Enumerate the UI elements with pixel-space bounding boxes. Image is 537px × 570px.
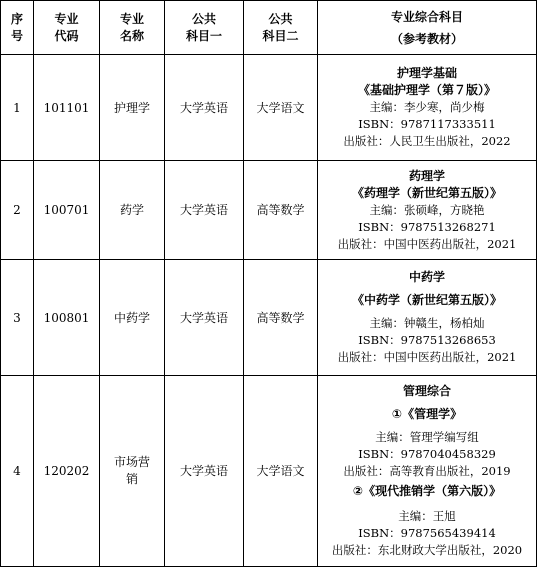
table-row	[1, 55, 537, 161]
cell-name: 中药学	[100, 260, 165, 376]
book-title: 《药理学（新世纪第五版）》	[351, 185, 502, 200]
book-editor: 主编：张硕峰，方晓艳	[369, 202, 485, 217]
comp-title: 管理综合	[402, 384, 451, 398]
cell-subject2: 大学语文	[244, 376, 318, 567]
cell-comprehensive	[318, 55, 537, 161]
cell-subject2: 高等数学	[244, 161, 318, 260]
book-isbn: ISBN：9787040458329	[358, 447, 496, 461]
book-editor: 主编：钟赣生，杨柏灿	[369, 316, 485, 330]
cell-subject1: 大学英语	[165, 376, 244, 567]
book-publisher: 出版社：中国中医药出版社，2021	[337, 236, 517, 251]
cell-name: 护理学	[100, 55, 165, 161]
book-isbn: ISBN：9787513268653	[358, 333, 496, 347]
cell-code: 120202	[34, 376, 100, 567]
cell-seq: 1	[1, 55, 34, 161]
cell-code: 100801	[34, 260, 100, 376]
book-publisher: 出版社：高等教育出版社，2019	[343, 464, 511, 478]
header-seq: 序 号	[1, 1, 34, 55]
cell-subject1: 大学英语	[165, 55, 244, 161]
book-title: ②《现代推销学（第六版）》	[352, 484, 502, 498]
cell-code: 101101	[34, 55, 100, 161]
cell-comprehensive	[318, 376, 537, 567]
book-title: 《中药学（新世纪第五版）》	[351, 293, 502, 307]
table-row	[1, 260, 537, 376]
book-publisher: 出版社：中国中医药出版社，2021	[337, 350, 517, 364]
book-isbn: ISBN：9787565439414	[358, 526, 496, 540]
book-publisher: 出版社：人民卫生出版社，2022	[343, 134, 511, 148]
header-name: 专业 名称	[100, 1, 165, 55]
book-isbn: ISBN：9787117333511	[358, 117, 496, 131]
book-isbn: ISBN：9787513268271	[358, 219, 496, 234]
book-editor: 主编：管理学编写组	[375, 430, 479, 444]
book-title: 《基础护理学（第７版）》	[357, 83, 496, 97]
cell-name: 市场营 销	[100, 376, 165, 567]
comp-title: 中药学	[408, 270, 445, 284]
book-title: ①《管理学》	[391, 407, 463, 421]
cell-subject1: 大学英语	[165, 161, 244, 260]
comp-title: 药理学	[408, 168, 445, 183]
book-editor: 主编：王旭	[398, 509, 456, 523]
table-row	[1, 376, 537, 567]
header-code: 专业 代码	[34, 1, 100, 55]
header-comprehensive: 专业综合科目 （参考教材）	[318, 1, 537, 55]
cell-subject2: 高等数学	[244, 260, 318, 376]
table-row	[1, 161, 537, 260]
cell-seq: 3	[1, 260, 34, 376]
cell-name: 药学	[100, 161, 165, 260]
cell-comprehensive	[318, 161, 537, 260]
cell-comprehensive	[318, 260, 537, 376]
cell-subject2: 大学语文	[244, 55, 318, 161]
comp-title: 护理学基础	[396, 66, 457, 80]
cell-subject1: 大学英语	[165, 260, 244, 376]
table-header-row	[1, 1, 537, 55]
cell-seq: 4	[1, 376, 34, 567]
cell-seq: 2	[1, 161, 34, 260]
header-subject1: 公共 科目一	[165, 1, 244, 55]
book-editor: 主编：李少寒，尚少梅	[369, 100, 485, 114]
cell-code: 100701	[34, 161, 100, 260]
header-subject2: 公共 科目二	[244, 1, 318, 55]
book-publisher: 出版社：东北财政大学出版社，2020	[331, 543, 523, 557]
